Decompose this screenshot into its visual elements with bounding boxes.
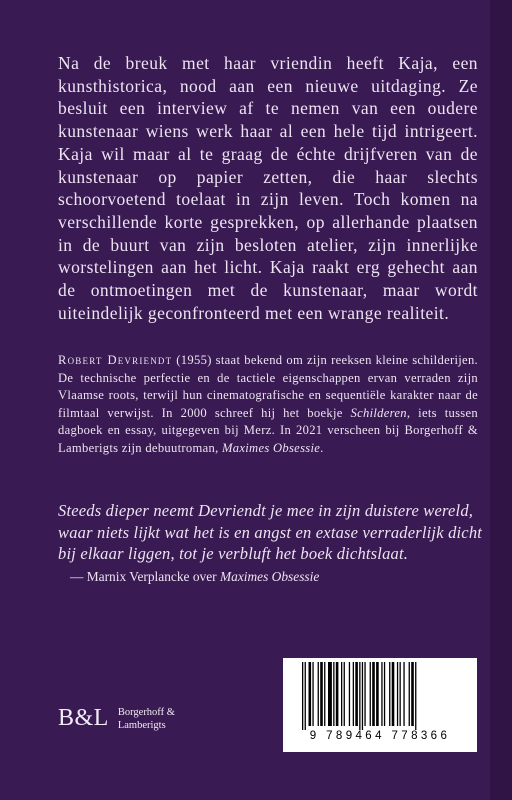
barcode-bar	[302, 662, 303, 730]
attribution-text: — Marnix Verplancke over	[70, 569, 220, 584]
barcode-bar	[392, 662, 395, 726]
barcode-bar	[389, 662, 390, 726]
barcode-bar	[415, 662, 416, 730]
barcode-bars	[302, 662, 458, 730]
barcode-bar	[411, 662, 414, 726]
barcode-bar	[324, 662, 325, 726]
barcode-bar	[370, 662, 371, 726]
barcode	[283, 658, 477, 752]
barcode-bar	[403, 662, 404, 726]
barcode-bar	[400, 662, 401, 726]
blurb-text: Na de breuk met haar vriendin heeft Kaja, een kunsthistorica, nood aan een nieuwe uitdaging. Ze besluit een interview af te nemen van een oudere kunstenaar wiens werk haar al een hele tijd intrigeert. Kaja wil maar al te graag de échte drijfveren van de kunstenaar op papier zetten, die haar slechts schoorvoetend toelaat in zijn leven. Toch komen na verschillende korte gesprekken, op allerhande plaatsen in de buurt van zijn besloten atelier, zijn innerlijke worstelingen aan het licht. Kaja raakt erg gehecht aan de ontmoetingen met de kunstenaar, maar wordt uiteindelijk geconfronteerd met een wrange realiteit.	[58, 53, 478, 323]
publisher-name-line-1: Borgerhoff &	[117, 706, 175, 718]
barcode-bar	[362, 662, 363, 730]
bio-text-part-1: (1955) staat bekend om zijn reeksen kleine schilderijen. De technische perfectie en de tactiele eigenschappen ervan verraden zijn Vlaamse roots, terwijl hun cinematografische en sequentiële karakter naar de filmtaal verwijst. In 2000 schreef hij het boekje	[58, 353, 478, 420]
publisher-logo	[58, 705, 175, 732]
author-bio	[58, 352, 478, 458]
barcode-bar	[333, 662, 334, 726]
barcode-bar	[328, 662, 332, 726]
barcode-bar	[384, 662, 385, 726]
cover-edge	[490, 0, 512, 800]
barcode-bar	[344, 662, 345, 726]
bio-text-part-3: .	[320, 440, 324, 455]
quote-attribution	[58, 568, 478, 586]
barcode-bar	[336, 662, 339, 726]
barcode-bar	[353, 662, 354, 726]
barcode-bar	[355, 662, 358, 726]
barcode-bar	[320, 662, 323, 726]
barcode-bar	[409, 662, 410, 726]
barcode-bar	[309, 662, 312, 726]
barcode-bar	[318, 662, 319, 726]
barcode-bar	[381, 662, 382, 726]
bio-book-title-2: Maximes Obsessie	[221, 440, 321, 455]
barcode-bar	[312, 662, 313, 726]
barcode-bar	[397, 662, 398, 726]
review-quote: Steeds dieper neemt Devriendt je mee in zijn duistere wereld, waar niets lijkt wat het is en angst en extase verraderlijk dicht bij elkaar liggen, tot je verbluft het boek dichtslaat.	[58, 501, 483, 564]
attribution-book-title: Maximes Obsessie	[219, 569, 320, 584]
publisher-name	[118, 706, 175, 732]
publisher-logo-mark: B&L	[58, 705, 109, 731]
barcode-digits: 9 789464 778366	[309, 730, 451, 742]
barcode-bar	[364, 662, 365, 726]
barcode-bar	[359, 662, 360, 730]
barcode-bar	[376, 662, 379, 726]
barcode-bar	[349, 662, 350, 726]
author-name: Robert Devriendt	[58, 353, 173, 367]
publisher-name-line-2: Lamberigts	[117, 719, 166, 731]
barcode-bar	[341, 662, 342, 726]
barcode-bar	[372, 662, 375, 726]
barcode-bar	[305, 662, 306, 730]
bio-book-title-1: Schilderen	[350, 405, 407, 420]
bio-text-part-2: , iets tussen dagboek en essay, uitgegeven bij Merz. In 2021 verscheen bij Borgerhoff & Lamberigts zijn debuutroman,	[58, 405, 478, 455]
